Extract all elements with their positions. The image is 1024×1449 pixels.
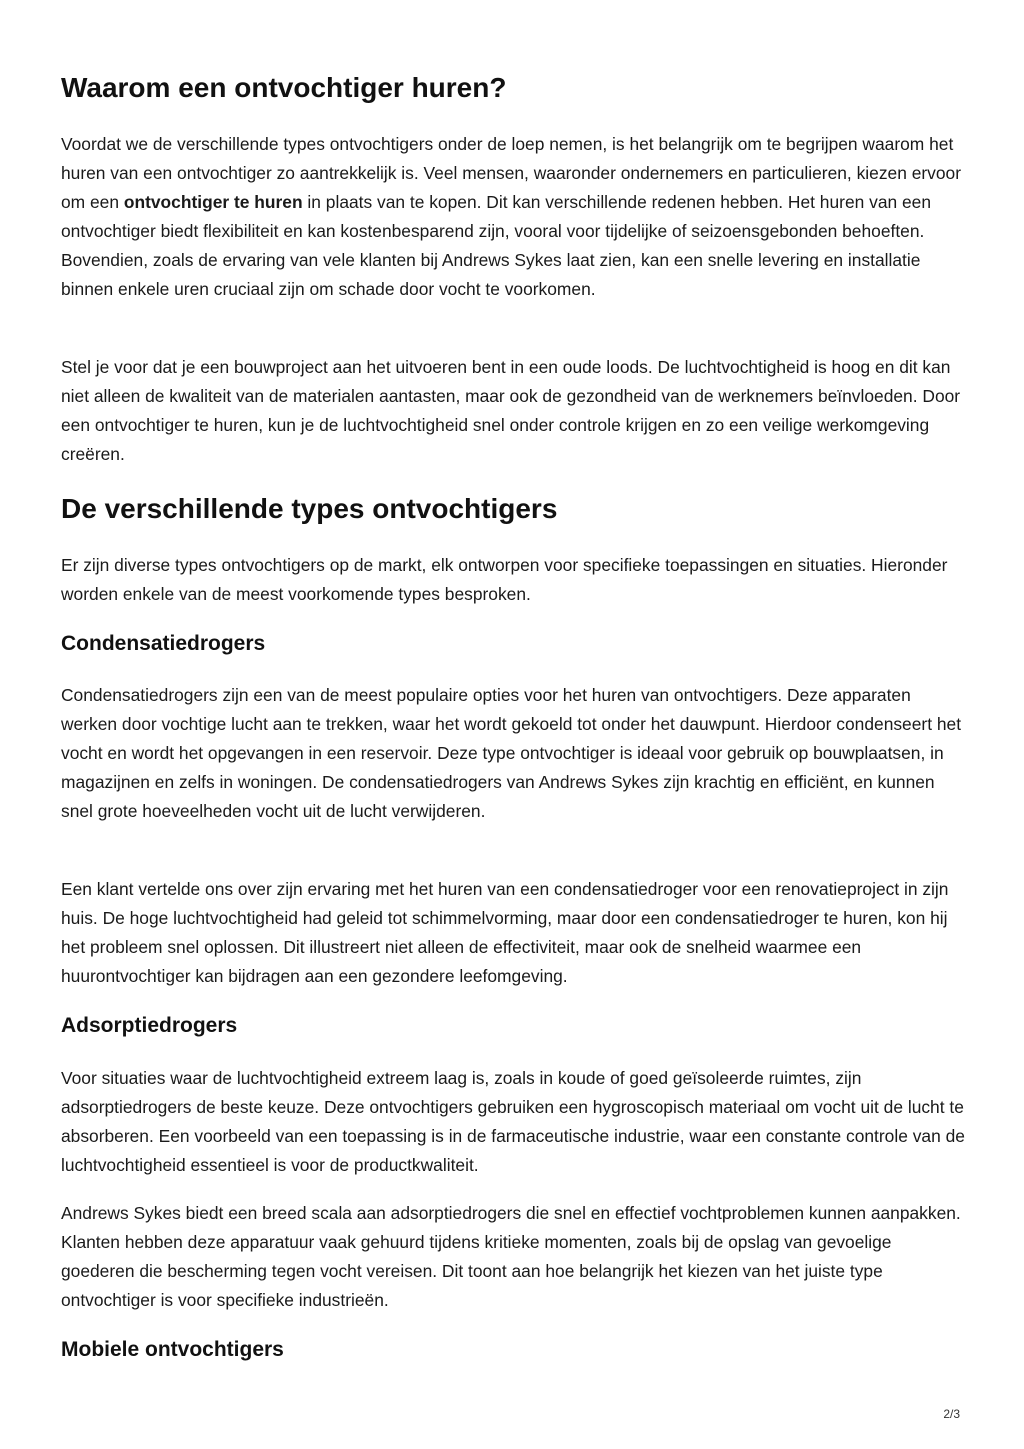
paragraph-adsorptiedrogers-1: Voor situaties waar de luchtvochtigheid extreem laag is, zoals in koude of goed geïsoleerde ruimtes, zijn adsorptiedrogers de beste keuze. Deze ontvochtigers gebruiken een hygroscopisch materiaal om vocht uit de lucht te absorberen. Een voorbeeld van een toepassing is in de farmaceutische industrie, waar een constante controle van de luchtvochtigheid essentieel is voor de productkwaliteit. [61, 1068, 965, 1175]
subheading-adsorptiedrogers: Adsorptiedrogers [61, 1014, 238, 1037]
section-heading-verschillende-types: De verschillende types ontvochtigers [61, 493, 558, 524]
subheading-mobiele-ontvochtigers: Mobiele ontvochtigers [61, 1338, 284, 1361]
paragraph-condensatiedrogers-2: Een klant vertelde ons over zijn ervaring met het huren van een condensatiedroger voor een renovatieproject in zijn huis. De hoge luchtvochtigheid had geleid tot schimmelvorming, maar door een condensatiedroger te huren, kon hij het probleem snel oplossen. Dit illustreert niet alleen de effectiviteit, maar ook de snelheid waarmee een huurontvochtiger kan bijdragen aan een gezondere leefomgeving. [61, 879, 949, 986]
paragraph-adsorptiedrogers-2: Andrews Sykes biedt een breed scala aan adsorptiedrogers die snel en effectief vochtproblemen kunnen aanpakken. Klanten hebben deze apparatuur vaak gehuurd tijdens kritieke momenten, zoals bij de opslag van gevoelige goederen die bescherming tegen vocht vereisen. Dit toont aan hoe belangrijk het kiezen van het juiste type ontvochtiger is voor specifieke industrieën. [61, 1203, 961, 1310]
paragraph-text: in plaats van te kopen. Dit kan verschillende redenen hebben. Het huren van een ontvochtiger biedt flexibiliteit en kan kostenbesparend zijn, vooral voor tijdelijke of seizoensgebonden behoeften. Bovendien, zoals de ervaring van vele klanten bij Andrews Sykes laat zien, kan een snelle levering en installatie binnen enkele uren cruciaal zijn om schade door vocht te voorkomen. [61, 192, 932, 299]
paragraph-text: Voordat we de verschillende types ontvochtigers onder de loep nemen, is het belangrijk om te begrijpen waarom het huren van een ontvochtiger zo aantrekkelijk is. Veel mensen, waaronder ondernemers en particulieren, kiezen ervoor om een [61, 134, 961, 212]
paragraph-condensatiedrogers-1: Condensatiedrogers zijn een van de meest populaire opties voor het huren van ontvochtigers. Deze apparaten werken door vochtige lucht aan te trekken, waar het wordt gekoeld tot onder het dauwpunt. Hierdoor condenseert het vocht en wordt het opgevangen in een reservoir. Deze type ontvochtiger is ideaal voor gebruik op bouwplaatsen, in magazijnen en zelfs in woningen. De condensatiedrogers van Andrews Sykes zijn krachtig en efficiënt, en kunnen snel grote hoeveelheden vocht uit de lucht verwijderen. [61, 685, 962, 821]
paragraph-types-intro: Er zijn diverse types ontvochtigers op de markt, elk ontworpen voor specifieke toepassingen en situaties. Hieronder worden enkele van de meest voorkomende types besproken. [61, 555, 948, 604]
paragraph-waarom-huren-intro [61, 130, 966, 304]
bold-keyword-ontvochtiger-te-huren: ontvochtiger te huren [123, 192, 303, 212]
page-number: 2/3 [943, 1407, 960, 1421]
subheading-condensatiedrogers: Condensatiedrogers [61, 632, 266, 655]
section-heading-waarom-huren: Waarom een ontvochtiger huren? [61, 72, 507, 103]
paragraph-bouwproject: Stel je voor dat je een bouwproject aan het uitvoeren bent in een oude loods. De luchtvochtigheid is hoog en dit kan niet alleen de kwaliteit van de materialen aantasten, maar ook de gezondheid van de werknemers beïnvloeden. Door een ontvochtiger te huren, kun je de luchtvochtigheid snel onder controle krijgen en zo een veilige werkomgeving creëren. [61, 357, 961, 464]
